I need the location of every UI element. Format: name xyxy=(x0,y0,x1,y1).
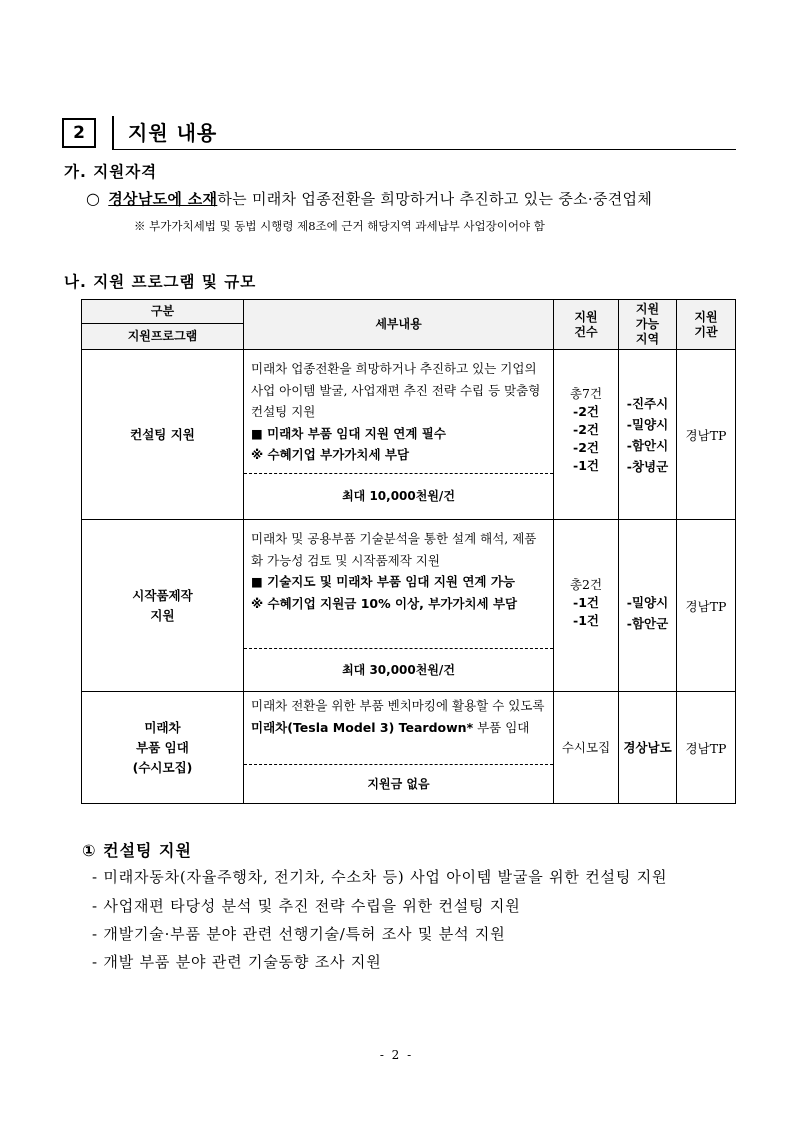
program-count: 수시모집 xyxy=(554,692,619,804)
program-details xyxy=(244,350,554,520)
detail-text-end: 부품 임대 xyxy=(473,719,530,735)
page-number: - 2 - xyxy=(379,1048,414,1062)
detail-note: ※ 수혜기업 지원금 10% 이상, 부가가치세 부담 xyxy=(251,595,518,611)
program-agency: 경남TP xyxy=(677,692,736,804)
region-item: -창녕군 xyxy=(626,458,669,474)
header-category: 구분 xyxy=(82,300,244,324)
table-row xyxy=(82,692,736,804)
program-name: 시작품제작 지원 xyxy=(82,520,244,692)
detail-amount: 최대 30,000천원/건 xyxy=(244,648,553,691)
circle-bullet-icon: ○ xyxy=(86,189,101,208)
program-agency: 경남TP xyxy=(677,520,736,692)
table-row xyxy=(82,350,736,520)
eligibility-heading: 가. 지원자격 xyxy=(64,163,158,181)
eligibility-text: 하는 미래차 업종전환을 희망하거나 추진하고 있는 중소·중견업체 xyxy=(217,190,653,208)
count-item: -2건 xyxy=(573,403,599,419)
header-agency: 지원 기관 xyxy=(677,300,736,350)
count-item: -2건 xyxy=(573,439,599,455)
section-number: 2 xyxy=(62,118,96,148)
detail-amount: 지원금 없음 xyxy=(244,764,553,803)
region-item: -함안시 xyxy=(626,437,669,453)
program-agency: 경남TP xyxy=(677,350,736,520)
count-item: -2건 xyxy=(573,421,599,437)
detail-text: 미래차 및 공용부품 기술분석을 통한 설계 해석, 제품화 가능성 검토 및 시작품제작 지원 xyxy=(251,531,537,568)
count-total: 총2건 xyxy=(569,576,603,592)
detail-amount: 최대 10,000천원/건 xyxy=(244,473,553,519)
region-item: -밀양시 xyxy=(626,416,669,432)
program-region xyxy=(619,520,677,692)
program-table xyxy=(81,299,736,804)
region-item: -밀양시 xyxy=(626,594,669,610)
detail-note: ※ 수혜기업 부가가치세 부담 xyxy=(251,447,410,462)
consulting-item: - 개발기술·부품 분야 관련 선행기술/특허 조사 및 분석 지원 xyxy=(92,925,506,943)
region-item: -진주시 xyxy=(626,395,669,411)
consulting-heading: ① 컨설팅 지원 xyxy=(82,841,192,860)
program-region: 경상남도 xyxy=(619,692,677,804)
header-details: 세부내용 xyxy=(244,300,554,350)
detail-highlight: 미래차(Tesla Model 3) Teardown* xyxy=(251,719,474,735)
table-row xyxy=(82,520,736,692)
program-region xyxy=(619,350,677,520)
region-item: -함안군 xyxy=(626,615,669,631)
count-item: -1건 xyxy=(573,457,599,473)
eligibility-emphasis: 경상남도에 소재 xyxy=(108,190,218,208)
program-details xyxy=(244,692,554,804)
program-name: 미래차 부품 임대 (수시모집) xyxy=(82,692,244,804)
count-item: -1건 xyxy=(573,594,599,610)
program-count xyxy=(554,350,619,520)
program-heading: 나. 지원 프로그램 및 규모 xyxy=(64,273,257,291)
consulting-item: - 미래자동차(자율주행차, 전기차, 수소차 등) 사업 아이템 발굴을 위한 컨설팅 지원 xyxy=(92,868,668,886)
detail-requirement: ■ 미래차 부품 임대 지원 연계 필수 xyxy=(251,425,446,441)
header-count: 지원 건수 xyxy=(554,300,619,350)
consulting-item: - 개발 부품 분야 관련 기술동향 조사 지원 xyxy=(92,953,382,971)
section-rule xyxy=(112,149,736,150)
eligibility-bullet xyxy=(86,188,652,209)
detail-requirement: ■ 기술지도 및 미래차 부품 임대 지원 연계 가능 xyxy=(251,574,515,589)
consulting-item: - 사업재편 타당성 분석 및 추진 전략 수립을 위한 컨설팅 지원 xyxy=(92,897,521,915)
header-region: 지원 가능 지역 xyxy=(619,300,677,350)
section-divider xyxy=(112,116,114,150)
section-title: 지원 내용 xyxy=(128,121,218,145)
program-name: 컨설팅 지원 xyxy=(82,350,244,520)
count-total: 총7건 xyxy=(569,385,603,401)
eligibility-note: ※ 부가가치세법 및 동법 시행령 제8조에 근거 해당지역 과세납부 사업장이어야 함 xyxy=(134,219,545,233)
program-count xyxy=(554,520,619,692)
count-item: -1건 xyxy=(573,612,599,628)
detail-text: 미래차 전환을 위한 부품 벤치마킹에 활용할 수 있도록 xyxy=(251,698,545,713)
program-details xyxy=(244,520,554,692)
detail-text: 미래차 업종전환을 희망하거나 추진하고 있는 기업의 사업 아이템 발굴, 사업재편 추진 전략 수립 등 맞춤형 컨설팅 지원 xyxy=(251,361,541,419)
header-program: 지원프로그램 xyxy=(82,324,244,350)
